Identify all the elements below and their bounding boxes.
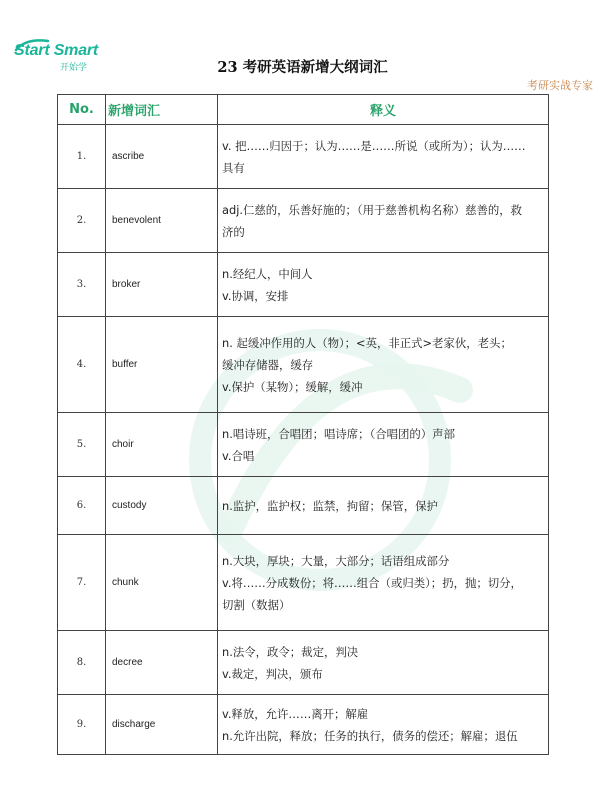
vocab-meaning: [218, 631, 549, 695]
meaning-line: n. 起缓冲作用的人（物）；<英，非正式>老家伙，老头；: [222, 335, 512, 350]
meaning-line: adj.仁慈的，乐善好施的；（用于慈善机构名称）慈善的，救: [222, 202, 523, 217]
meaning-line: v. 把……归因于；认为……是……所说（或所为）；认为……: [222, 138, 526, 153]
logo-sub-text: 开始学: [60, 63, 88, 73]
table-row: [58, 125, 549, 189]
meaning-line: n.监护，监护权；监禁，拘留；保管，保护: [222, 498, 438, 513]
table-row: [58, 631, 549, 695]
header-no: No.: [58, 95, 106, 125]
vocab-meaning: [218, 413, 549, 477]
vocab-word: ascribe: [106, 125, 218, 189]
vocab-word: buffer: [106, 317, 218, 413]
row-number: 4.: [58, 317, 106, 413]
row-number: 9.: [58, 695, 106, 755]
row-number: 1.: [58, 125, 106, 189]
vocab-word: custody: [106, 477, 218, 535]
meaning-line: v.保护（某物）；缓解，缓冲: [222, 379, 363, 394]
meaning-line: n.法令，政令；裁定，判决: [222, 644, 359, 659]
row-number: 6.: [58, 477, 106, 535]
meaning-line: 切割（数据）: [222, 597, 291, 612]
table-row: [58, 317, 549, 413]
table-row: [58, 477, 549, 535]
vocab-meaning: [218, 189, 549, 253]
meaning-line: 济的: [222, 224, 245, 239]
meaning-line: 缓冲存储器，缓存: [222, 357, 314, 372]
vocab-word: choir: [106, 413, 218, 477]
row-number: 2.: [58, 189, 106, 253]
header-word: 新增词汇: [106, 95, 218, 125]
meaning-line: v.协调，安排: [222, 288, 289, 303]
vocab-word: broker: [106, 253, 218, 317]
meaning-line: n.经纪人，中间人: [222, 266, 313, 281]
meaning-line: 具有: [222, 160, 245, 175]
vocab-word: discharge: [106, 695, 218, 755]
vocab-meaning: [218, 477, 549, 535]
vocab-word: chunk: [106, 535, 218, 631]
tagline: 考研实战专家: [527, 79, 593, 92]
meaning-line: n.允许出院，释放；任务的执行，债务的偿还；解雇；退伍: [222, 728, 518, 743]
table-row: [58, 413, 549, 477]
meaning-line: v.将……分成数份；将……组合（或归类）；扔，抛；切分，: [222, 575, 522, 590]
table-row: [58, 535, 549, 631]
meaning-line: v.裁定，判决，颁布: [222, 666, 323, 681]
vocab-meaning: [218, 695, 549, 755]
table-header-row: [58, 95, 549, 125]
row-number: 5.: [58, 413, 106, 477]
vocab-meaning: [218, 125, 549, 189]
vocab-word: decree: [106, 631, 218, 695]
table-row: [58, 253, 549, 317]
logo-brand-text: Start Smart: [14, 42, 99, 59]
table-row: [58, 695, 549, 755]
vocab-word: benevolent: [106, 189, 218, 253]
meaning-line: v.释放，允许……离开；解雇: [222, 706, 369, 721]
row-number: 7.: [58, 535, 106, 631]
vocab-table: [57, 94, 549, 755]
vocab-meaning: [218, 253, 549, 317]
meaning-line: v.合唱: [222, 448, 255, 463]
row-number: 8.: [58, 631, 106, 695]
page-title: 23 考研英语新增大纲词汇: [217, 59, 388, 76]
vocab-meaning: [218, 317, 549, 413]
header-meaning: 释义: [218, 95, 549, 125]
meaning-line: n.唱诗班，合唱团；唱诗席；（合唱团的）声部: [222, 426, 455, 441]
row-number: 3.: [58, 253, 106, 317]
meaning-line: n.大块，厚块；大量，大部分；话语组成部分: [222, 553, 450, 568]
table-row: [58, 189, 549, 253]
vocab-meaning: [218, 535, 549, 631]
